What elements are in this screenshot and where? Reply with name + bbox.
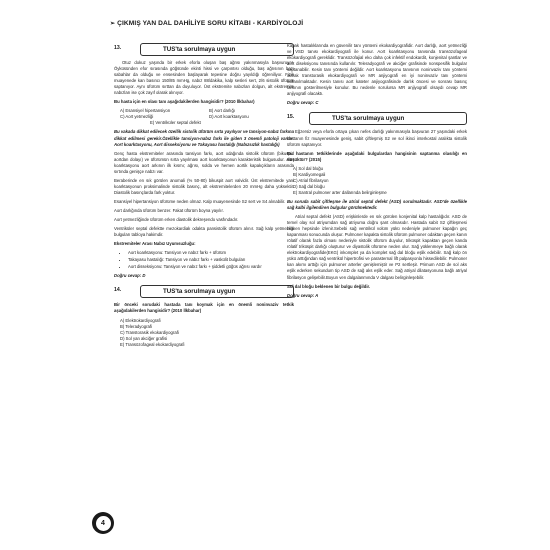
option-a: A) Esansiyel hipertansiyon [120, 108, 171, 114]
list-item: • Aort disseksiyonu: Tansiyon ve nabız farkı + şiddetli göğüs ağrısı vardır [128, 264, 294, 270]
question-banner: TUS'ta sorulmaya uygun [140, 43, 294, 56]
option-e: E) Santral pulmoner arter dallarında belirginleşme [293, 189, 387, 195]
page-number-badge [92, 512, 114, 534]
list-item: • Aort koarktasyonu: Tansiyon ve nabız farkı + üfürüm [128, 250, 294, 256]
correct-answer: Doğru cevap: D [114, 273, 146, 279]
option-b: B) Aort darlığı [209, 108, 235, 114]
option-c: C) Transtorasik ekokardiyografi [120, 329, 179, 335]
explanation-paragraph: Aort yetmezliğinde üfürüm erken diastolik dekreşendo vasfındadır. [114, 217, 239, 223]
option-d: D) Sağ dal bloğu [293, 183, 325, 189]
question-number: 13. [114, 45, 122, 51]
explanation-paragraph: Aort darlığında üfürüm benzer. Fakat üfürüm boyna yayılır. [114, 207, 224, 213]
question-number: 14. [114, 287, 122, 294]
page-number: 4 [96, 516, 111, 531]
list-title: Ekstremiteler Arası Nabız Uyumsuzluğu: [114, 241, 196, 247]
question-stem: Eğzersiz veya eforla ortaya çıkan nefes darlığı yakınmasıyla başvuran 27 yaşındaki erkek hastanın fiz muayenesinde geniş, sabit çiftleşmiş S2 ve sol ikinci interkostal aralıkta sistolik üfürüm saptanıyor. [287, 129, 467, 147]
option-a: A) Sol dal bloğu [293, 165, 324, 171]
question-text: Bu hasta için en olası tanı aşağıdakilerden hangisidir? (2010 İlkbahar) [114, 99, 255, 105]
explanation-paragraph: Ventriküler septal defektte mezokardiak odakta pansistolik üfürüm alınır. Sağ kalp yetmezliği bulguları tabloya hakimdir. [114, 226, 294, 238]
answer-options [293, 166, 467, 196]
question-banner: TUS'ta sorulmaya uygun [309, 112, 467, 125]
explanation-intro: Bu vakada dikkat edilecek özellik sistolik üfürüm sırta yayılıyor ve tansiyon-nabız farkına dikkat edilmesi gerekir.Özellikle tansiyon-nabız farkı ile giden 3 önemli patoloji vardır: Aort koarktasyonu, Aort disseksiyonu ve Takayasu hastalığı (Nabızsızlık hastalığı) [114, 129, 294, 147]
explanation-paragraph: Sol dal bloğu beklenen bir bulgu değildir. [287, 283, 371, 289]
question-banner: TUS'ta sorulmaya uygun [140, 285, 294, 298]
explanation-paragraph: Esansiyel hipertansiyon üfürüme neden olmaz. Kalp muayenesinde S2 sert ve S4 alınabilir. [114, 198, 286, 204]
question-14-header [114, 285, 294, 297]
option-a: A) Elektrokardiyografi [120, 317, 161, 323]
right-column [287, 43, 467, 305]
answer-options [120, 108, 294, 126]
question-text: Bir önceki sorudaki hastada tanı koymak için en önemli noninvaziv tetkik aşağıdakilerden hangisidir? (2010 İlkbahar) [114, 302, 294, 314]
explanation-intro: Bu soruda sabit çiftleşme ile atrial septal defekt (ASD) sorulmaktadır. ASD'de özellikle sağ kalbi ilgilendiren bulgular görülmektedir. [287, 198, 467, 210]
question-number: 15. [287, 114, 295, 121]
correct-answer: Doğru cevap: A [287, 292, 319, 298]
bullet-list [114, 250, 294, 270]
page-header [110, 20, 303, 27]
explanation-paragraph: Atrial septal defekt (ASD) erişkinlerde en sık görülen konjenital kalp hastalığıdır. ASD de temel olay sol atriyumdan sağ atriyuma doğru şant olmasıdır. Hastada sabit S2 çiftleşmesi hemen hepsinde izlenir.Sebebi sağ ventrikül volüm yükü nedeniyle pulmoner kapağın geç kapanması sonucunda oluşur. Pulmoner kapakta sistolik üfürüm pulmoner odaktan geçen kanın rölatif olarak fazla olması nedeniyle sistolik üfürüm duyulur, triküspit kapaktan geçen kanda rölatif triküspit darlığı oluşturur ve diyastolik üfürüme neden olur. Sağ yüklenmeye bağlı olarak elektrokardiyografide(EKG) inkomplet ya da komplet sağ dal bloğu eşlik edebilir. Sağ kalp ön yükü arttığından sağ ventrikül hipertrofisi ve parasternal lift palpasyonla hissedilebilir. Pulmoner kan akımı arttığı için pulmoner arterler genişlemiştir ve P2 sertleşir. Primum ASD de sol aks eşlik ederken sekundum tip ASD de sağ aks eşlik eder. Sağ atriyal dilatasyonuna bağlı atriyal fibrilasyon gelişebilir.Boyun ven dalgalanmında V dalgası belirginleşebilir. [287, 214, 467, 280]
option-d: D) Aort koarktasyonu [209, 114, 249, 120]
question-13-header [114, 43, 294, 55]
option-c: C) Atrial fibrilasyon [293, 177, 329, 183]
question-text: Bu hastanın tetkiklerinde aşağıdaki bulgulardan hangisinin saptanma olasılığı en düşüktür? (2015) [287, 150, 467, 162]
explanation-paragraph: Kapak hastalıklarında en güvenilir tanı yöntemi ekokardiyografidir. Aort darlığı, aort yetmezliği ve VSD tanısı ekokardiyografi ile konur. Aort koarktasyonu tanısında transözofageal ekokardiyografi gereklidir. Transözofajial eko daha çok infektif endokardit, konjenital şantlar ve aort diseksiyonu tanısında kullanılır. Teleradyografi ve akciğer grafisinde nonspesifik bulgular saptanabilir. Kesin tanı yöntemi değildir. Aort koarktasyonu tanısının noninvaziv tanı yöntemi olarak transtorasik ekokardiyografi ve MR anjiyografi en iyi noninvaziv tanı yöntemi kullanılmaktadır. Kesin tanısı aort kateter anjiyografisinde darlık öncesi ve sonrası basınç farkının gösterilmesiyle konulur. Bu nedenle sorulursa MR anjiyografi olsaydı cevap MR anjiyografi olacaktı. [287, 43, 467, 97]
list-item: • Takayasu hastalığı: Tansiyon ve nabız farkı + vaskülit bulguları [128, 257, 294, 263]
arrow-icon: ➢ [110, 21, 116, 27]
option-c: C) Aort yetmezliği [120, 114, 154, 120]
question-15-header [287, 112, 467, 124]
option-e: E) Ventriküler septal defekt [150, 120, 201, 126]
explanation-paragraph: Genç hasta ekstremiteler arasında tansiyon farkı, aort odağında sistolik üfürüm (bikuspid aortdan dolayı) ve üfürümün sırta yayılması aort koarktasyonun karakteristik bulgusudur. Aort koarktasyonu aort arkının ilk kısmı; ağrısı, solda ve hemen aortik kapakçıkların arasında sırtında genişçe nabzı var. [114, 150, 294, 174]
option-b: B) Teleradyografi [120, 323, 153, 329]
option-e: E) Transözofageal ekokardiyografi [120, 341, 185, 347]
option-d: D) Sol yan akciğer grafisi [120, 335, 168, 341]
answer-options [120, 318, 294, 348]
correct-answer: Doğru cevap: C [287, 100, 319, 106]
left-column [114, 43, 294, 351]
option-b: B) Kardiyomegali [293, 171, 326, 177]
explanation-paragraph: Beraberinde en sık görülen anomali (% 50-80) bikuspit aort valvidir. Üst ekstremitede yani koarktasyonun proksimalinde sistolik basınç, alt ekstremitelerden 20 mmHg daha yüksektir. Diastolik basınçlarda fark yoktur. [114, 177, 294, 195]
header-title: ÇIKMIŞ YAN DAL DAHİLİYE SORU KİTABI - KARDİYOLOJİ [117, 20, 304, 27]
question-stem: Otuz dokuz yaşında bir erkek eforla oluşan baş ağrısı yakınmasıyla başvuruyor. Öyküsünden efor sırasında göğsünde ekinti hissi ve çarpıntısı olduğu, baş ağrısının bazı sabahlar da olduğu ve ensesinden başlayarak tepesine doğru yayıldığı öğreniliyor. Fizik muayenede kan basıncı 150/85 mmHg, nabız 88/dakika, kalp sesleri sert, 2/6 sistolik üfürüm saptanıyor. Aynı üfürüm sırttan da duyuluyor. Üst ekstremite nabızları dolgun, alt ekstremite nabızları ise çok zayıf olarak alınıyor. [114, 60, 294, 96]
